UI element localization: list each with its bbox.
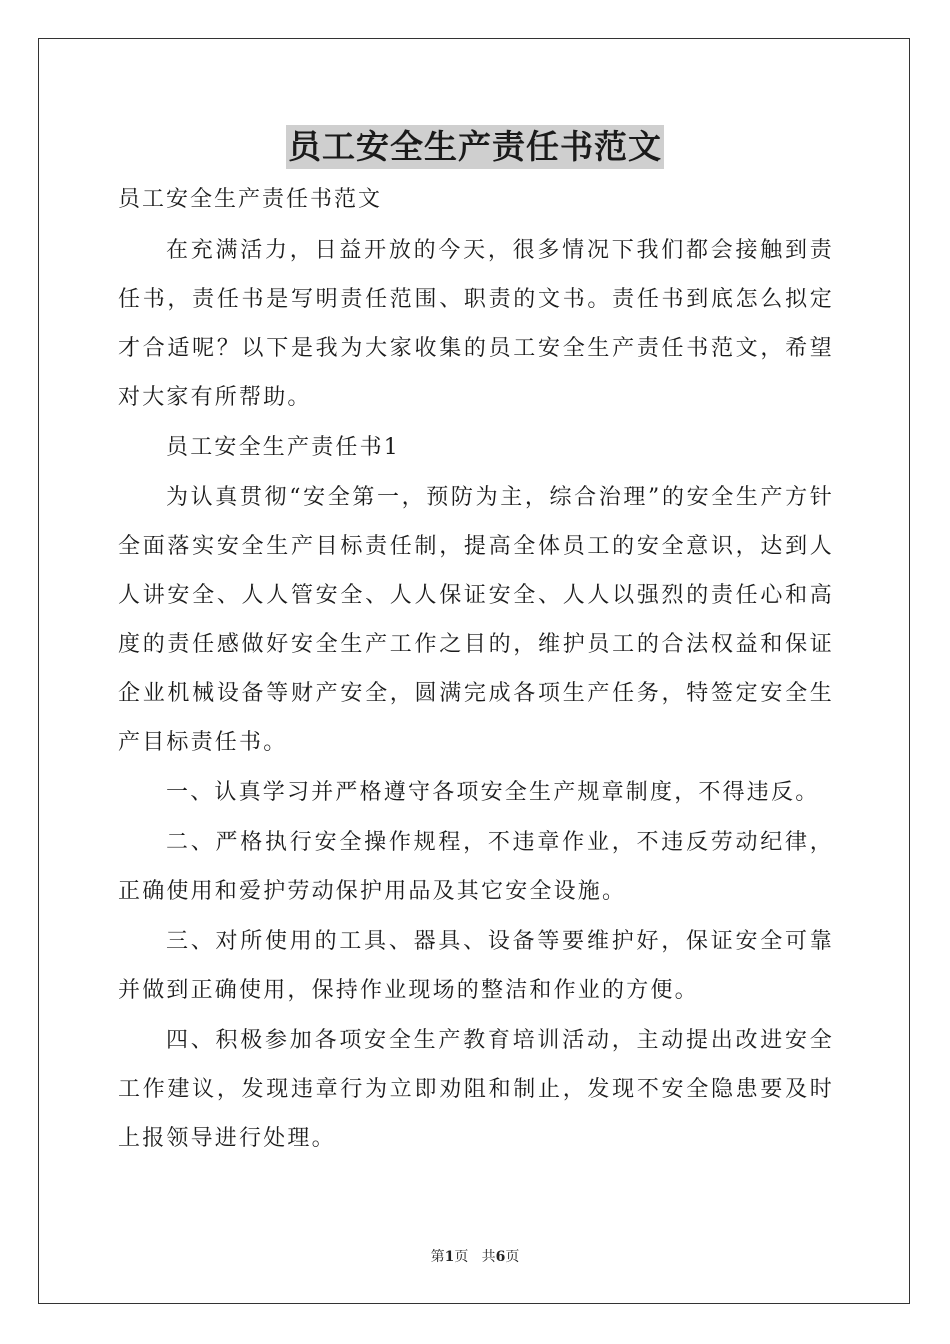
title-container (0, 125, 950, 169)
clause-1: 一、认真学习并严格遵守各项安全生产规章制度，不得违反。 (166, 780, 820, 805)
document-title: 员工安全生产责任书范文 (286, 125, 664, 169)
page-prefix: 第 (430, 1249, 445, 1265)
page-suffix: 页 (454, 1249, 469, 1265)
section-heading: 员工安全生产责任书1 (166, 435, 400, 460)
clause-4: 四、积极参加各项安全生产教育培训活动，主动提出改进安全工作建议，发现违章行为立即劝阻和制止，发现不安全隐患要及时上报领导进行处理。 (118, 1028, 834, 1151)
document-body (118, 176, 834, 1164)
paragraph-purpose: 为认真贯彻“安全第一，预防为主，综合治理”的安全生产方针全面落实安全生产目标责任制，提高全体员工的安全意识，达到人人讲安全、人人管安全、人人保证安全、人人以强烈的责任心和高度的责任感做好安全生产工作之目的，维护员工的合法权益和保证企业机械设备等财产安全，圆满完成各项生产任务，特签定安全生产目标责任书。 (118, 485, 834, 755)
total-prefix: 共 (481, 1249, 496, 1265)
paragraph-intro: 在充满活力，日益开放的今天，很多情况下我们都会接触到责任书，责任书是写明责任范围、职责的文书。责任书到底怎么拟定才合适呢？以下是我为大家收集的员工安全生产责任书范文，希望对大家有所帮助。 (118, 238, 834, 410)
document-subtitle: 员工安全生产责任书范文 (118, 187, 383, 212)
total-pages: 6 (495, 1249, 506, 1265)
clause-3: 三、对所使用的工具、器具、设备等要维护好，保证安全可靠并做到正确使用，保持作业现场的整洁和作业的方便。 (118, 929, 834, 1003)
page-number: 1 (444, 1249, 455, 1265)
clause-2: 二、严格执行安全操作规程，不违章作业，不违反劳动纪律，正确使用和爱护劳动保护用品及其它安全设施。 (118, 830, 834, 904)
total-suffix: 页 (505, 1249, 520, 1265)
page-footer (0, 1246, 950, 1266)
